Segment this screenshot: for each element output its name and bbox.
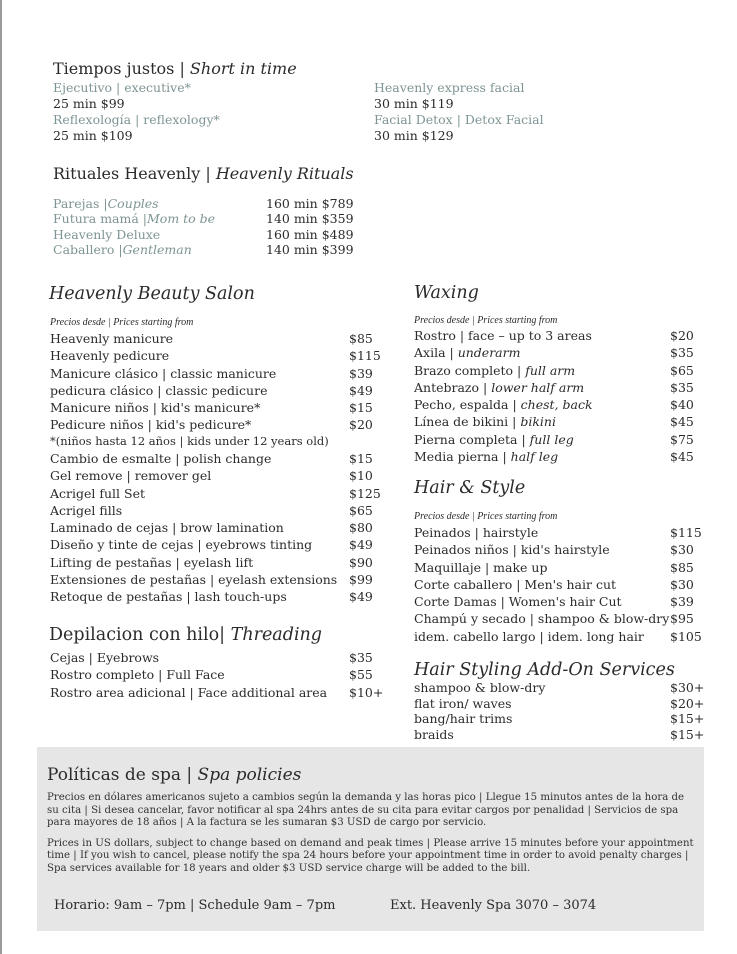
waxing-item-name-en: half leg [510, 449, 559, 465]
waxing-list [414, 327, 714, 465]
waxing-item-name: Rostro | face – up to 3 areas [414, 328, 592, 343]
beauty-item-price: $80 [349, 520, 373, 536]
waxing-item-name-en: underarm [457, 345, 521, 361]
hair-item [414, 541, 714, 558]
waxing-item-name-en: full leg [529, 431, 574, 447]
waxing-item-price: $75 [670, 431, 694, 447]
short-item-name: Ejecutivo | executive* [53, 80, 191, 95]
page-left-border [0, 0, 2, 954]
beauty-item-price: $85 [349, 331, 373, 346]
ritual-name-en: Gentleman [122, 241, 192, 257]
beauty-item-name: Retoque de pestañas | lash touch-ups [50, 589, 287, 605]
threading-item-price: $55 [349, 667, 373, 683]
short-item-price: 25 min $99 [53, 96, 125, 111]
waxing-item-name-en: chest, back [520, 397, 593, 413]
beauty-item-name: Manicure niños | kid's manicure* [50, 400, 261, 416]
waxing-item [414, 344, 714, 361]
waxing-item [414, 413, 714, 430]
hair-item [414, 628, 714, 645]
beauty-item-name: Gel remove | remover gel [50, 468, 212, 484]
beauty-item [50, 554, 390, 571]
beauty-list-a [50, 330, 390, 434]
schedule: Horario: 9am – 7pm | Schedule 9am – 7pm [54, 898, 336, 913]
beauty-item-name: Extensiones de pestañas | eyelash extensions [50, 572, 338, 588]
beauty-item-price: $49 [349, 382, 373, 398]
addon-item-price: $30+ [670, 680, 705, 695]
threading-item-name: Cejas | Eyebrows [50, 650, 160, 665]
ritual-row [53, 211, 373, 226]
waxing-item-price: $45 [670, 449, 694, 465]
hair-item-price: $105 [670, 628, 702, 644]
short-in-time-right-list [374, 80, 674, 144]
ritual-price: 160 min $489 [266, 226, 354, 242]
ritual-name: Caballero |Gentleman [53, 241, 192, 257]
phone-extension: Ext. Heavenly Spa 3070 – 3074 [390, 898, 597, 913]
hair-item-name: Peinados niños | kid's hairstyle [414, 542, 610, 558]
beauty-item-name: Laminado de cejas | brow lamination [50, 520, 284, 536]
waxing-item [414, 396, 714, 413]
addon-item-name: bang/hair trims [414, 711, 513, 726]
waxing-item-name-en: full arm [525, 362, 576, 378]
beauty-item [50, 519, 390, 536]
hair-item [414, 576, 714, 593]
beauty-item-price: $125 [349, 485, 381, 501]
beauty-item-name: Manicure clásico | classic manicure [50, 365, 277, 381]
rituals-list [53, 196, 373, 257]
hair-item-price: $39 [670, 594, 694, 610]
addon-item-name: braids [414, 726, 454, 742]
hair-item-price: $85 [670, 559, 694, 575]
ritual-row [53, 227, 373, 242]
beauty-item-name: Acrigel fills [50, 502, 123, 518]
hair-item-price: $95 [670, 611, 694, 627]
ritual-price: 140 min $359 [266, 211, 354, 227]
waxing-item-name-en: lower half arm [491, 379, 585, 395]
ritual-price: 160 min $789 [266, 196, 354, 211]
beauty-item-name: Lifting de pestañas | eyelash lift [50, 554, 254, 570]
addon-item-name: flat iron/ waves [414, 695, 512, 711]
ritual-row [53, 242, 373, 257]
hair-item [414, 593, 714, 610]
addon-item-price: $15+ [670, 711, 705, 726]
hair-item-name: Maquillaje | make up [414, 559, 548, 575]
beauty-item [50, 365, 390, 382]
beauty-item [50, 571, 390, 588]
policies-english: Prices in US dollars, subject to change based on demand and peak times | Please arrive 15 minutes before your appointment time | If you wish to cancel, please notify the spa 24 hours before your appointment time in order to avoid penalty charges | Spa services available for 18 years and older $3 USD service charge will be added to the bill. [47, 837, 694, 874]
waxing-item [414, 379, 714, 396]
beauty-item-price: $15 [349, 451, 373, 466]
waxing-item-name: Brazo completo | full arm [414, 362, 576, 378]
addon-list [414, 680, 714, 742]
short-in-time-left-list [53, 80, 353, 144]
ritual-name: Futura mamá |Mom to be [53, 211, 216, 227]
beauty-item-name: Cambio de esmalte | polish change [50, 451, 272, 466]
beauty-item [50, 502, 390, 519]
beauty-item [50, 536, 390, 553]
section-title-policies: Políticas de spa | Spa policies [47, 765, 302, 785]
ritual-name: Heavenly Deluxe [53, 226, 161, 242]
addon-item-price: $20+ [670, 695, 705, 711]
waxing-subtitle: Precios desde | Prices starting from [414, 315, 558, 326]
beauty-item [50, 382, 390, 399]
beauty-item-price: $49 [349, 537, 373, 553]
waxing-item-price: $20 [670, 328, 694, 343]
beauty-item [50, 330, 390, 347]
threading-item [50, 684, 390, 701]
ritual-row [53, 196, 373, 211]
beauty-item-name: Pedicure niños | kid's pedicure* [50, 417, 252, 433]
addon-item [414, 727, 714, 743]
section-title-heavenly-rituals: Rituales Heavenly | Heavenly Rituals [53, 164, 354, 183]
section-title-addon: Hair Styling Add-On Services [414, 660, 675, 680]
hair-subtitle: Precios desde | Prices starting from [414, 511, 558, 522]
waxing-item-price: $40 [670, 397, 694, 413]
hair-list [414, 524, 714, 645]
threading-item-name: Rostro area adicional | Face additional area [50, 684, 328, 700]
beauty-item-price: $10 [349, 468, 373, 484]
section-title-hair-style: Hair & Style [414, 478, 526, 498]
hair-item [414, 559, 714, 576]
section-title-short-in-time: Tiempos justos | Short in time [53, 59, 297, 78]
beauty-item-price: $115 [349, 348, 381, 364]
beauty-list-b [50, 450, 390, 606]
threading-item [50, 649, 390, 666]
waxing-item-name: Línea de bikini | bikini [414, 414, 556, 430]
waxing-item-name: Axila | underarm [414, 345, 521, 361]
hair-item-price: $30 [670, 542, 694, 558]
addon-item-price: $15+ [670, 726, 705, 742]
section-title-beauty-salon: Heavenly Beauty Salon [49, 284, 255, 304]
beauty-item-name: Heavenly pedicure [50, 348, 170, 364]
waxing-item-name: Media pierna | half leg [414, 449, 559, 465]
waxing-item-price: $35 [670, 345, 694, 361]
waxing-item-price: $65 [670, 362, 694, 378]
threading-item [50, 666, 390, 683]
waxing-item [414, 362, 714, 379]
hair-item-name: Corte caballero | Men's hair cut [414, 576, 617, 592]
beauty-item-price: $49 [349, 589, 373, 605]
waxing-item-name: Pecho, espalda | chest, back [414, 397, 593, 413]
addon-item [414, 711, 714, 727]
ritual-price: 140 min $399 [266, 241, 354, 257]
beauty-item-name: pedicura clásico | classic pedicure [50, 382, 268, 398]
beauty-note: *(niños hasta 12 años | kids under 12 years old) [50, 434, 329, 448]
beauty-item-name: Acrigel full Set [50, 485, 146, 501]
beauty-item-price: $39 [349, 365, 373, 381]
hair-item-name: Peinados | hairstyle [414, 525, 539, 540]
beauty-item [50, 399, 390, 416]
waxing-item-price: $45 [670, 414, 694, 430]
short-item-name: Reflexología | reflexology* [53, 112, 220, 127]
waxing-item-name-en: bikini [520, 414, 556, 430]
ritual-name: Parejas |Couples [53, 196, 159, 211]
threading-item-name: Rostro completo | Full Face [50, 667, 225, 683]
waxing-item [414, 448, 714, 465]
beauty-item-price: $90 [349, 554, 373, 570]
addon-item [414, 680, 714, 696]
hair-item-name: idem. cabello largo | idem. long hair [414, 628, 644, 644]
threading-item-price: $10+ [349, 684, 384, 700]
beauty-item-price: $65 [349, 502, 373, 518]
beauty-item [50, 588, 390, 605]
waxing-item-name: Pierna completa | full leg [414, 431, 574, 447]
beauty-item [50, 450, 390, 467]
hair-item [414, 524, 714, 541]
short-item-name: Facial Detox | Detox Facial [374, 112, 544, 127]
section-title-waxing: Waxing [414, 283, 479, 303]
beauty-item-price: $99 [349, 572, 373, 588]
ritual-name-en: Mom to be [147, 211, 216, 227]
hair-item-name: Champú y secado | shampoo & blow-dry [414, 611, 670, 627]
waxing-item-price: $35 [670, 379, 694, 395]
short-item-price: 25 min $109 [53, 128, 133, 143]
policies-text [47, 792, 697, 876]
beauty-item-name: Diseño y tinte de cejas | eyebrows tinting [50, 537, 313, 553]
threading-item-price: $35 [349, 650, 373, 665]
waxing-item [414, 327, 714, 344]
hair-item [414, 610, 714, 627]
beauty-item [50, 347, 390, 364]
hair-item-name: Corte Damas | Women's hair Cut [414, 594, 622, 610]
waxing-item [414, 431, 714, 448]
short-item-price: 30 min $119 [374, 96, 454, 111]
beauty-item-price: $20 [349, 417, 373, 433]
ritual-name-en: Couples [107, 196, 159, 211]
waxing-item-name: Antebrazo | lower half arm [414, 379, 585, 395]
policies-spanish: Precios en dólares americanos sujeto a cambios según la demanda y las horas pico | Llegue 15 minutos antes de la hora de su cita | Si desea cancelar, favor notificar al spa 24hrs antes de su cita para evitar cargos por penalidad | Servicios de spa para mayores de 18 años | A la factura se les sumaran $3 USD de cargo por servicio. [47, 792, 685, 829]
addon-item [414, 696, 714, 712]
hair-item-price: $115 [670, 525, 702, 540]
threading-list [50, 649, 390, 701]
beauty-item [50, 485, 390, 502]
beauty-item-name: Heavenly manicure [50, 331, 174, 346]
beauty-item-price: $15 [349, 400, 373, 416]
short-item-name: Heavenly express facial [374, 80, 525, 95]
short-item-price: 30 min $129 [374, 128, 454, 143]
beauty-item [50, 467, 390, 484]
beauty-subtitle: Precios desde | Prices starting from [50, 317, 194, 328]
beauty-item [50, 416, 390, 433]
hair-item-price: $30 [670, 576, 694, 592]
addon-item-name: shampoo & blow-dry [414, 680, 546, 695]
section-title-threading: Depilacion con hilo| Threading [49, 625, 323, 645]
